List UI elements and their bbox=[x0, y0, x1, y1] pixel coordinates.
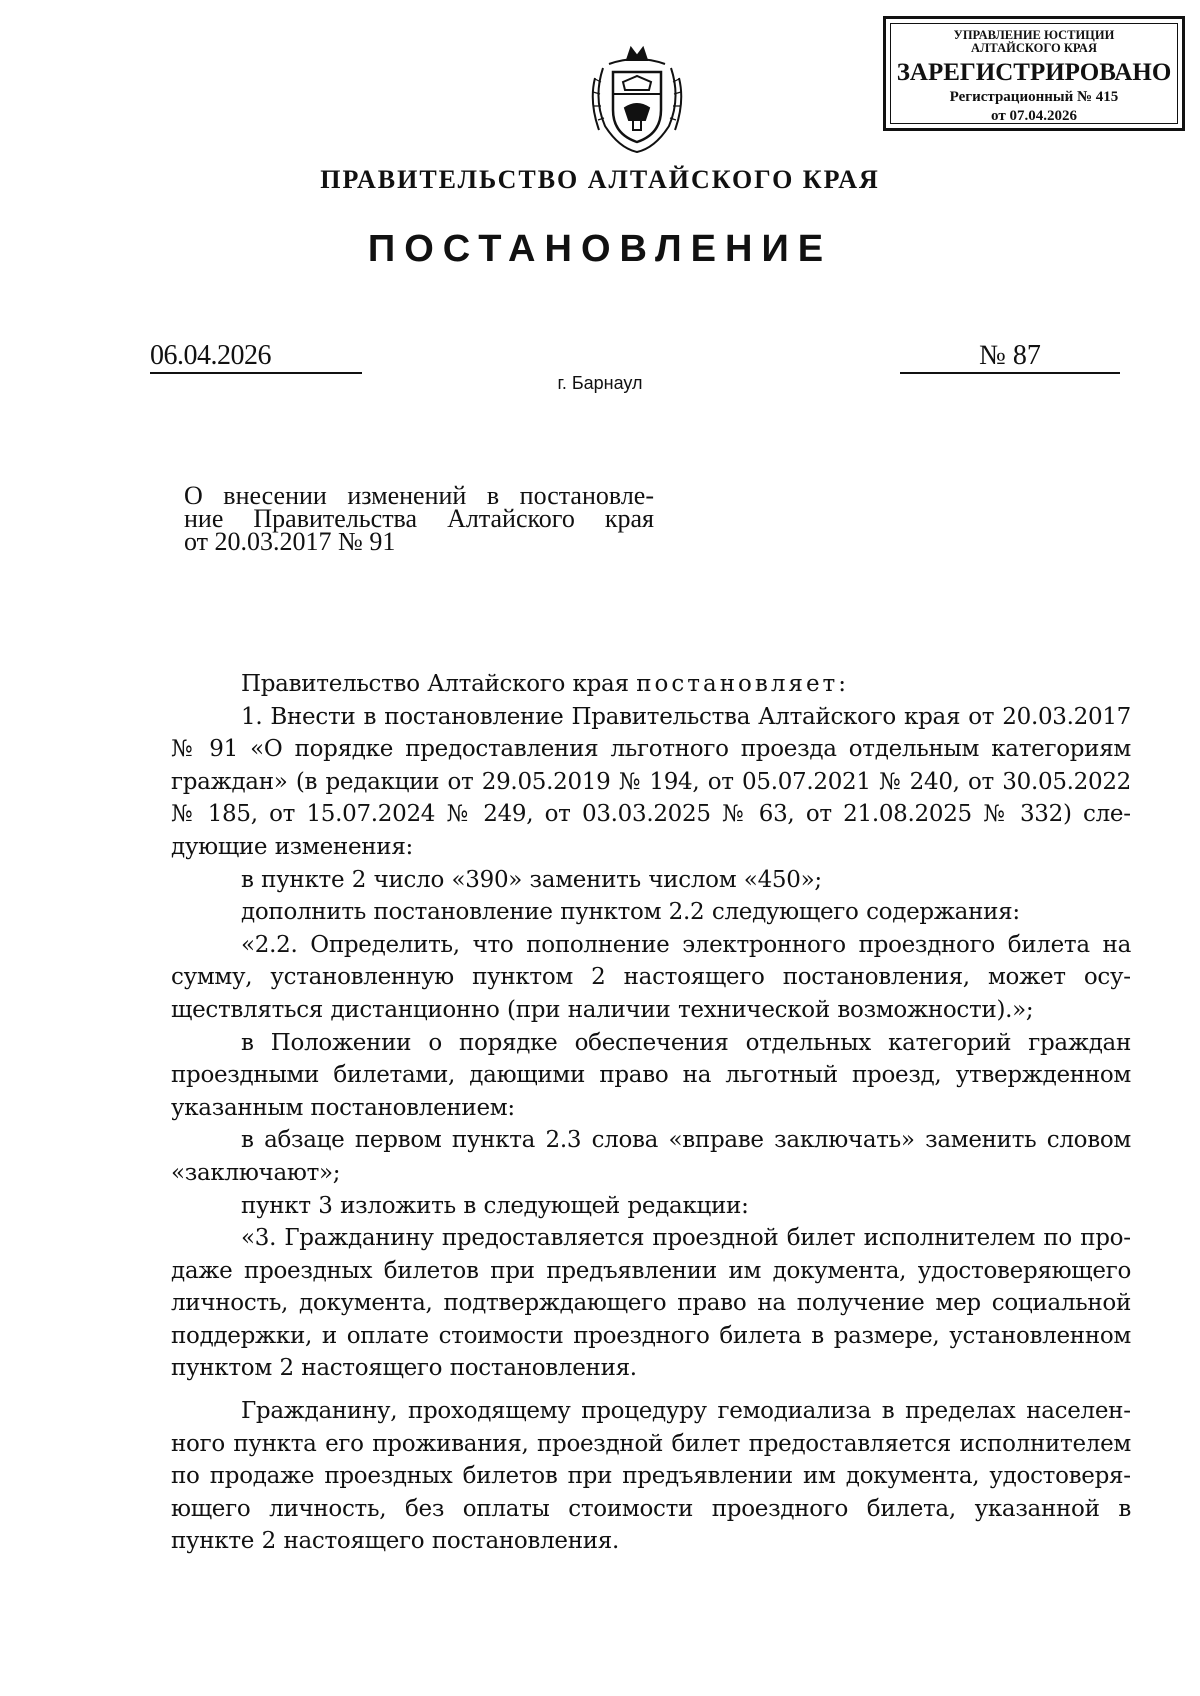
document-city: г. Барнаул bbox=[557, 373, 643, 393]
subject-line: О внесении изменений в постановле- bbox=[184, 481, 654, 510]
document-body bbox=[171, 668, 1131, 1558]
body-paragraph: в пункте 2 число «390» заменить числом «450»; bbox=[241, 866, 822, 893]
stamp-status: ЗАРЕГИСТРИРОВАНО bbox=[896, 59, 1172, 86]
body-paragraph: «3. Гражданину предоставляется проездной билет исполнителем по продаже проездных билетов при предъявлении им документа, удостоверяющего личность, документа, подтверждающего право на получение мер социальной поддержки, и оплате стоимости проездного билета в размере, установленном пунктом 2 настоящего постановления. bbox=[171, 1225, 1131, 1382]
body-paragraph: пункт 3 изложить в следующей редакции: bbox=[241, 1192, 749, 1219]
preamble-lead: Правительство Алтайского края bbox=[241, 671, 637, 697]
stamp-reg-date: от 07.04.2026 bbox=[991, 108, 1077, 124]
subject-line: ние Правительства Алтайского края bbox=[184, 504, 654, 533]
body-paragraph: Гражданину, проходящему процедуру гемодиализа в пределах населенного пункта его проживания, проездной билет предоставляется исполнителем по продаже проездных билетов при предъявлении им документа, удостоверяющего личность, без оплаты стоимости проездного билета, указанной в пункте 2 настоящего постановления. bbox=[171, 1398, 1131, 1555]
registration-stamp bbox=[883, 16, 1185, 131]
preamble-paragraph bbox=[171, 668, 1131, 701]
preamble-end: : bbox=[838, 671, 846, 697]
government-title: ПРАВИТЕЛЬСТВО АЛТАЙСКОГО КРАЯ bbox=[320, 165, 880, 194]
body-paragraph: 1. Внести в постановление Правительства Алтайского края от 20.03.2017 № 91 «О порядке предоставления льготного проезда отдельным категориям граждан» (в редакции от 29.05.2019 № 194, от 05.07.2021 № 240, от 30.05.2022 № 185, от 15.07.2024 № 249, от 03.03.2025 № 63, от 21.08.2025 № 332) следующие изменения: bbox=[171, 703, 1131, 860]
body-paragraph: «2.2. Определить, что пополнение электронного проездного билета на сумму, установленную пунктом 2 настоящего постановления, может осуществляться дистанционно (при наличии технической возможности).»; bbox=[171, 931, 1131, 1023]
preamble-verb: постановляет bbox=[636, 671, 839, 697]
document-number: № 87 bbox=[900, 340, 1120, 374]
body-paragraph: в Положении о порядке обеспечения отдельных категорий граждан проездными билетами, дающими право на льготный проезд, утвержденном указанным постановлением: bbox=[171, 1029, 1131, 1121]
coat-of-arms-emblem bbox=[583, 38, 691, 156]
body-paragraph: дополнить постановление пунктом 2.2 следующего содержания: bbox=[241, 899, 1020, 926]
subject-line: от 20.03.2017 № 91 bbox=[184, 527, 396, 556]
document-type: ПОСТАНОВЛЕНИЕ bbox=[367, 228, 833, 270]
stamp-reg-number: Регистрационный № 415 bbox=[949, 89, 1119, 105]
stamp-org-line2: АЛТАЙСКОГО КРАЯ bbox=[971, 41, 1097, 55]
body-paragraph: в абзаце первом пункта 2.3 слова «вправе заключать» заменить словом «заключают»; bbox=[171, 1127, 1131, 1186]
document-date: 06.04.2026 bbox=[150, 340, 362, 374]
stamp-org-line1: УПРАВЛЕНИЕ ЮСТИЦИИ bbox=[953, 28, 1115, 42]
stamp-inner-frame bbox=[890, 23, 1178, 124]
document-subject bbox=[184, 481, 654, 556]
